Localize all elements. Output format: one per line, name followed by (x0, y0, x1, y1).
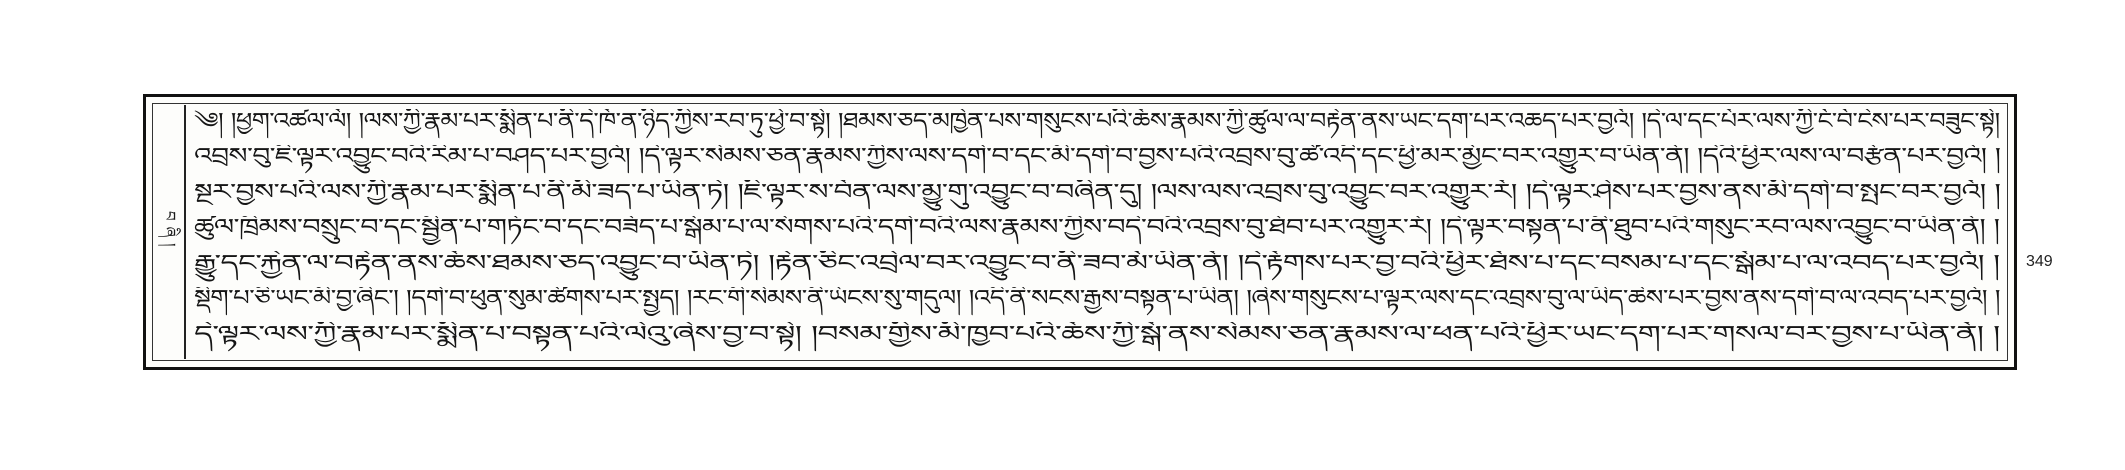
text-line-7 (194, 322, 2000, 358)
text-line: དེ་ལྟར་ལས་ཀྱི་རྣམ་པར་སྨིན་པ་བསྟན་པའི་ལེའུ་ཞེས་བྱ་བ་སྟེ། །བསམ་གྱིས་མི་ཁྱབ་པའི་ཆོས་ཀྱི་སྒོ་ནས་སེམས་ཅན་རྣམས་ལ་ཕན་པའི་ཕྱིར་ཡང་དག་པར་གསལ་བར་བྱས་པ་ཡིན་ནོ། ། (194, 322, 2000, 347)
text-line-6 (194, 287, 2000, 323)
text-line-2 (194, 145, 2000, 181)
margin-folio-label: བཞི། (161, 211, 179, 253)
text-line: འབྲས་བུ་ཇི་ལྟར་འབྱུང་བའི་རིམ་པ་བཤད་པར་བྱའོ། །དེ་ལྟར་སེམས་ཅན་རྣམས་ཀྱིས་ལས་དགེ་བ་དང་མི་དགེ་བ་བྱས་པའི་འབྲས་བུ་ཚེ་འདི་དང་ཕྱི་མར་མྱོང་བར་འགྱུར་བ་ཡིན་ནོ། །དེའི་ཕྱིར་ལས་ལ་བརྩོན་པར་བྱའོ། ། (194, 144, 2000, 170)
text-line-3 (194, 180, 2000, 216)
text-line: རྒྱུ་དང་རྐྱེན་ལ་བརྟེན་ནས་ཆོས་ཐམས་ཅད་འབྱུང་བ་ཡིན་ཏེ། །རྟེན་ཅིང་འབྲེལ་བར་འབྱུང་བ་ནི་ཟབ་མོ་ཡིན་ནོ། །དེ་རྟོགས་པར་བྱ་བའི་ཕྱིར་ཐོས་པ་དང་བསམ་པ་དང་སྒོམ་པ་ལ་འབད་པར་བྱའོ། ། (194, 251, 2000, 276)
text-line: སྡིག་པ་ཅི་ཡང་མི་བྱ་ཞིང་། །དགེ་བ་ཕུན་སུམ་ཚོགས་པར་སྤྱད། །རང་གི་སེམས་ནི་ཡོངས་སུ་གདུལ། །འདི་ནི་སངས་རྒྱས་བསྟན་པ་ཡིན། །ཞེས་གསུངས་པ་ལྟར་ལས་དང་འབྲས་བུ་ལ་ཡིད་ཆེས་པར་བྱས་ནས་དགེ་བ་ལ་འབད་པར་བྱའོ། ། (194, 286, 2000, 312)
manuscript-folio (143, 94, 2017, 370)
text-line-1 (194, 109, 2000, 145)
text-line-4 (194, 216, 2000, 252)
text-line: སྔར་བྱས་པའི་ལས་ཀྱི་རྣམ་པར་སྨིན་པ་ནི་མི་ཟད་པ་ཡིན་ཏེ། །ཇི་ལྟར་ས་བོན་ལས་མྱུ་གུ་འབྱུང་བ་བཞིན་དུ། །ལས་ལས་འབྲས་བུ་འབྱུང་བར་འགྱུར་རོ། །དེ་ལྟར་ཤེས་པར་བྱས་ནས་མི་དགེ་བ་སྤང་བར་བྱའོ། ། (194, 180, 2000, 205)
text-line: ཚུལ་ཁྲིམས་བསྲུང་བ་དང་སྦྱིན་པ་གཏོང་བ་དང་བཟོད་པ་སྒོམ་པ་ལ་སོགས་པའི་དགེ་བའི་ལས་རྣམས་ཀྱིས་བདེ་བའི་འབྲས་བུ་ཐོབ་པར་འགྱུར་རོ། །དེ་ལྟར་བསྟན་པ་ནི་ཐུབ་པའི་གསུང་རབ་ལས་འབྱུང་བ་ཡིན་ནོ། ། (194, 215, 2000, 241)
text-line: ༄། །ཕྱག་འཚལ་ལོ། །ལས་ཀྱི་རྣམ་པར་སྨིན་པ་ནི་དེ་ཁོ་ན་ཉིད་ཀྱིས་རབ་ཏུ་ཕྱེ་བ་སྟེ། །ཐམས་ཅད་མཁྱེན་པས་གསུངས་པའི་ཆོས་རྣམས་ཀྱི་ཚུལ་ལ་བརྟེན་ནས་ཡང་དག་པར་འཆད་པར་བྱའོ། །དེ་ལ་དང་པོར་ལས་ཀྱི་ངོ་བོ་ངེས་པར་བཟུང་སྟེ། (194, 109, 2000, 134)
left-margin-panel (156, 105, 186, 359)
text-line-5 (194, 251, 2000, 287)
tibetan-text-block (194, 109, 2000, 359)
page-number: 349 (2026, 253, 2053, 270)
